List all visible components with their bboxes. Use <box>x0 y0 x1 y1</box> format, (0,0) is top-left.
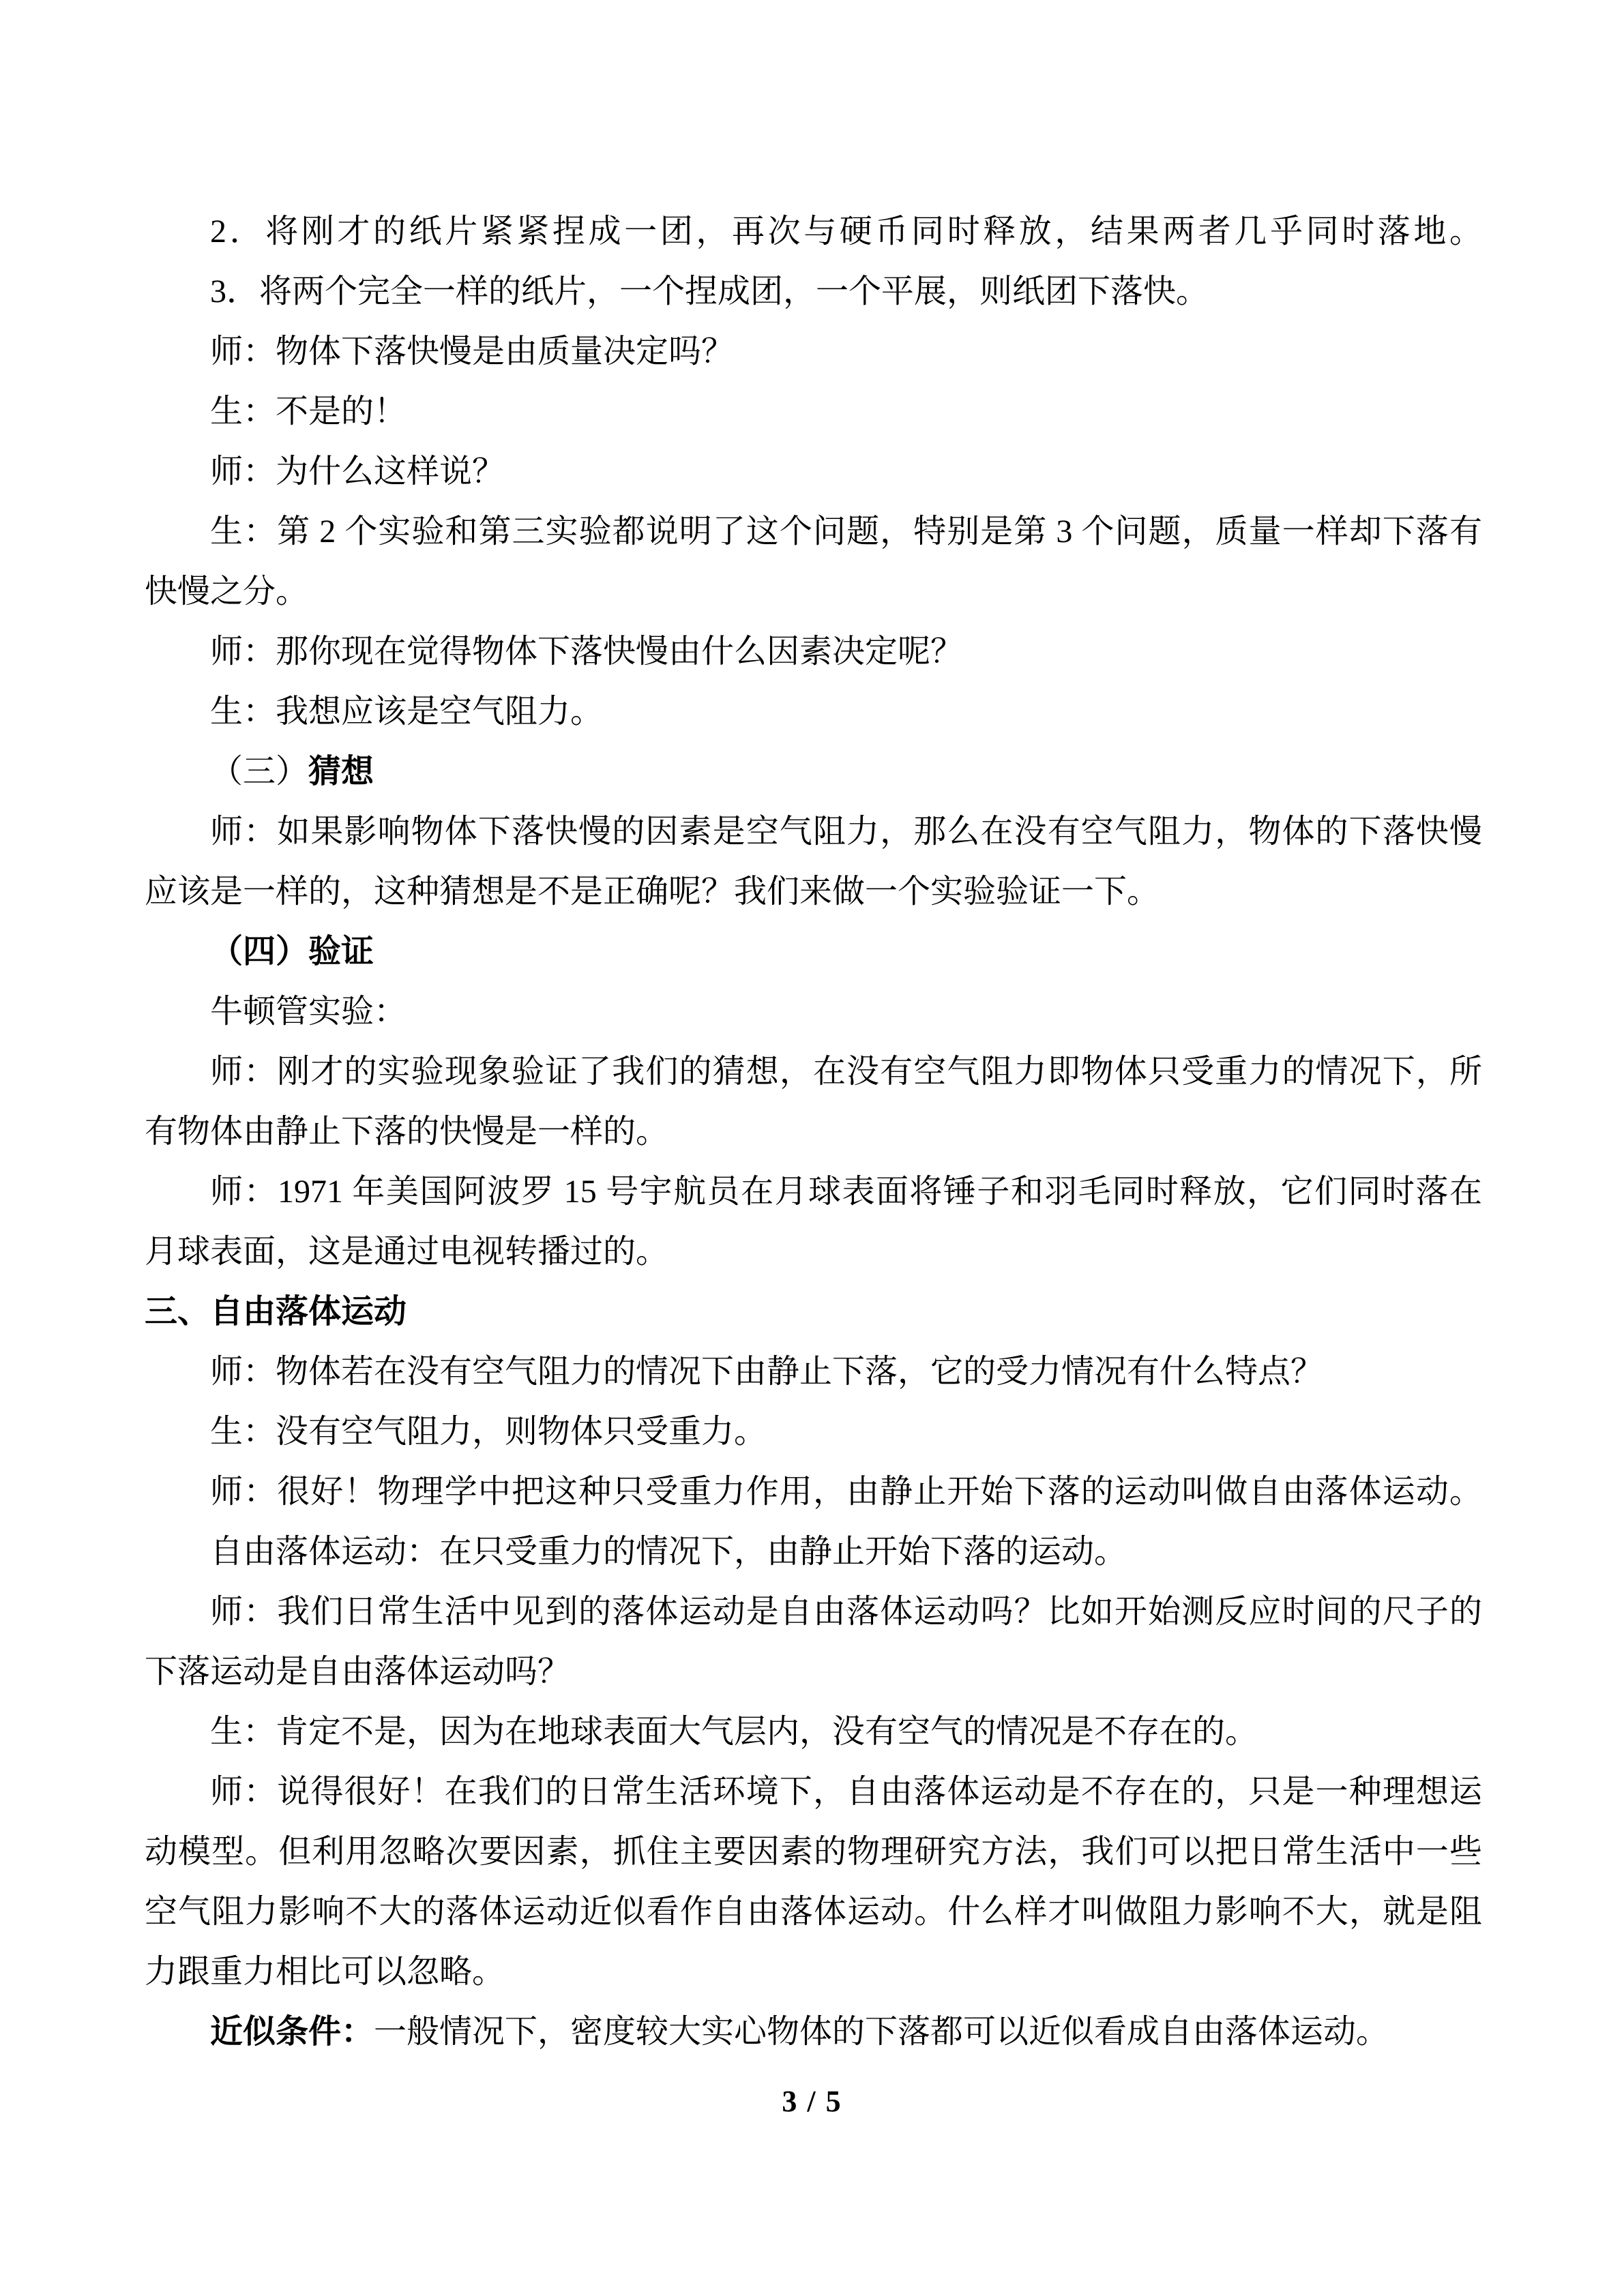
text-line <box>145 562 1482 622</box>
text-line <box>145 1162 1482 1222</box>
text-line <box>145 862 1482 922</box>
text-line <box>145 802 1482 862</box>
line-segment: 自由落体运动：在只受重力的情况下，由静止开始下落的运动。 <box>210 1534 1127 1570</box>
line-segment: 2．将刚才的纸片紧紧捏成一团，再次与硬币同时释放，结果两者几乎同时落地。 <box>210 213 1482 250</box>
line-segment: 一般情况下，密度较大实心物体的下落都可以近似看成自由落体运动。 <box>374 2014 1389 2050</box>
line-segment: 猜想 <box>308 754 374 790</box>
line-segment: 师：说得很好！在我们的日常生活环境下，自由落体运动是不存在的，只是一种理想运 <box>210 1774 1482 1810</box>
line-segment: 下落运动是自由落体运动吗？ <box>145 1654 571 1690</box>
text-line <box>145 1462 1482 1522</box>
text-line <box>145 922 1482 982</box>
line-segment: 生：不是的！ <box>210 393 407 430</box>
line-segment: 空气阻力影响不大的落体运动近似看作自由落体运动。什么样才叫做阻力影响不大，就是阻 <box>145 1894 1482 1930</box>
text-line <box>145 2002 1482 2062</box>
text-line <box>145 262 1482 322</box>
text-line <box>145 1882 1482 1942</box>
line-segment: 3．将两个完全一样的纸片，一个捏成团，一个平展，则纸团下落快。 <box>210 273 1209 310</box>
text-line <box>145 1702 1482 1762</box>
line-segment: 师：物体下落快慢是由质量决定吗？ <box>210 333 735 370</box>
text-line <box>145 1582 1482 1642</box>
line-segment: （三） <box>210 754 309 790</box>
text-line <box>145 322 1482 382</box>
text-line <box>145 382 1482 442</box>
line-segment: 生：第 2 个实验和第三实验都说明了这个问题，特别是第 3 个问题，质量一样却下落有 <box>210 513 1482 550</box>
page-number: 3 / 5 <box>782 2085 842 2118</box>
text-line <box>145 1822 1482 1882</box>
line-segment: 师：我们日常生活中见到的落体运动是自由落体运动吗？比如开始测反应时间的尺子的 <box>210 1594 1482 1630</box>
text-line <box>145 442 1482 502</box>
text-line <box>145 502 1482 562</box>
text-line <box>145 742 1482 802</box>
line-segment: 力跟重力相比可以忽略。 <box>145 1954 505 1990</box>
line-segment: 师：物体若在没有空气阻力的情况下由静止下落，它的受力情况有什么特点？ <box>210 1354 1324 1390</box>
text-line <box>145 682 1482 742</box>
line-segment: 近似条件： <box>210 2014 374 2050</box>
text-line <box>145 1102 1482 1162</box>
text-line <box>145 1942 1482 2002</box>
line-segment: 师：如果影响物体下落快慢的因素是空气阻力，那么在没有空气阻力，物体的下落快慢 <box>210 814 1482 850</box>
line-segment: 师：为什么这样说？ <box>210 453 505 490</box>
line-segment: 动模型。但利用忽略次要因素，抓住主要因素的物理研究方法，我们可以把日常生活中一些 <box>145 1834 1482 1870</box>
line-segment: 牛顿管实验： <box>210 994 407 1030</box>
line-segment: 师：那你现在觉得物体下落快慢由什么因素决定呢？ <box>210 633 964 670</box>
text-line <box>145 1222 1482 1282</box>
line-segment: 师：1971 年美国阿波罗 15 号宇航员在月球表面将锤子和羽毛同时释放，它们同时落在 <box>210 1174 1482 1210</box>
line-segment: 生：我想应该是空气阻力。 <box>210 694 604 730</box>
text-line <box>145 202 1482 262</box>
line-segment: 应该是一样的，这种猜想是不是正确呢？我们来做一个实验验证一下。 <box>145 874 1160 910</box>
line-segment: 快慢之分。 <box>145 573 309 610</box>
line-segment: （四）验证 <box>210 934 374 970</box>
line-segment: 师：很好！物理学中把这种只受重力作用，由静止开始下落的运动叫做自由落体运动。 <box>210 1474 1482 1510</box>
line-segment: 月球表面，这是通过电视转播过的。 <box>145 1234 669 1270</box>
line-segment: 三、自由落体运动 <box>145 1294 407 1330</box>
line-segment: 有物体由静止下落的快慢是一样的。 <box>145 1114 669 1150</box>
text-line <box>145 1282 1482 1342</box>
text-line <box>145 1642 1482 1702</box>
text-line <box>145 1762 1482 1822</box>
line-segment: 生：肯定不是，因为在地球表面大气层内，没有空气的情况是不存在的。 <box>210 1714 1258 1750</box>
text-line <box>145 622 1482 682</box>
text-line <box>145 1522 1482 1582</box>
text-line <box>145 982 1482 1042</box>
line-segment: 生：没有空气阻力，则物体只受重力。 <box>210 1414 767 1450</box>
text-line <box>145 1342 1482 1402</box>
text-line <box>145 1042 1482 1102</box>
text-line <box>145 1402 1482 1462</box>
line-segment: 师：刚才的实验现象验证了我们的猜想，在没有空气阻力即物体只受重力的情况下，所 <box>210 1054 1482 1090</box>
document-body <box>145 202 1482 2062</box>
